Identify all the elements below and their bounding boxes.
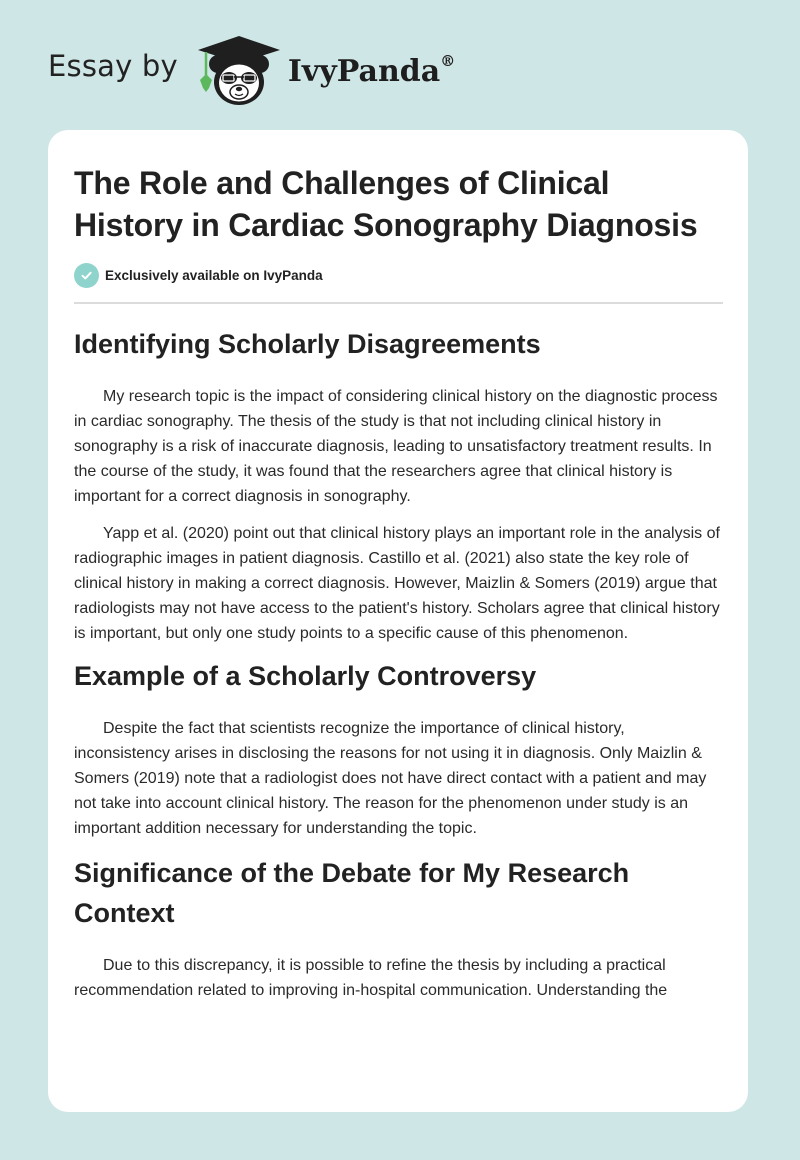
registered-mark: ® [440,51,456,70]
essay-card [48,130,748,1112]
section-identifying-disagreements [74,324,722,646]
essay-title: The Role and Challenges of Clinical History in Cardiac Sonography Diagnosis [74,165,698,243]
exclusive-badge [74,260,722,290]
site-header [48,30,455,110]
paragraph: My research topic is the impact of considering clinical history on the diagnostic process in cardiac sonography. The thesis of the study is that not including clinical history in sonography is a risk of inaccurate diagnosis, leading to unsatisfactory treatment results. In the course of the study, it was found that the researchers agree that clinical history is important for a correct diagnosis in sonography. [74,388,718,505]
section-significance-of-debate [74,853,722,1003]
essay-by-label: Essay by [48,49,178,83]
ivypanda-wordmark[interactable] [287,51,456,89]
section-heading: Significance of the Debate for My Research Context [74,858,630,928]
section-heading: Identifying Scholarly Disagreements [74,329,541,359]
section-heading: Example of a Scholarly Controversy [74,661,537,691]
paragraph: Due to this discrepancy, it is possible to refine the thesis by including a practical recommendation related to improving in-hospital communication. Understanding the [74,957,668,999]
exclusive-badge-text: Exclusively available on IvyPanda [105,267,323,283]
check-circle-icon [74,263,99,288]
paragraph: Despite the fact that scientists recognize the importance of clinical history, inconsistency arises in disclosing the reasons for not using it in diagnosis. Only Maizlin & Somers (2019) note that a radiologist does not have direct contact with a patient and may not take into account clinical history. The reason for the phenomenon under study is an important addition necessary for understanding the topic. [74,720,707,837]
section-scholarly-controversy [74,656,722,841]
title-divider [74,302,723,304]
panda-logo-icon[interactable] [196,30,282,110]
paragraph: Yapp et al. (2020) point out that clinical history plays an important role in the analysis of radiographic images in patient diagnosis. Castillo et al. (2021) also state the key role of clinical history in making a correct diagnosis. However, Maizlin & Somers (2019) argue that radiologists may not have access to the patient's history. Scholars agree that clinical history is important, but only one study points to a specific cause of this phenomenon. [74,525,720,642]
brand-name: IvyPanda [287,53,441,89]
